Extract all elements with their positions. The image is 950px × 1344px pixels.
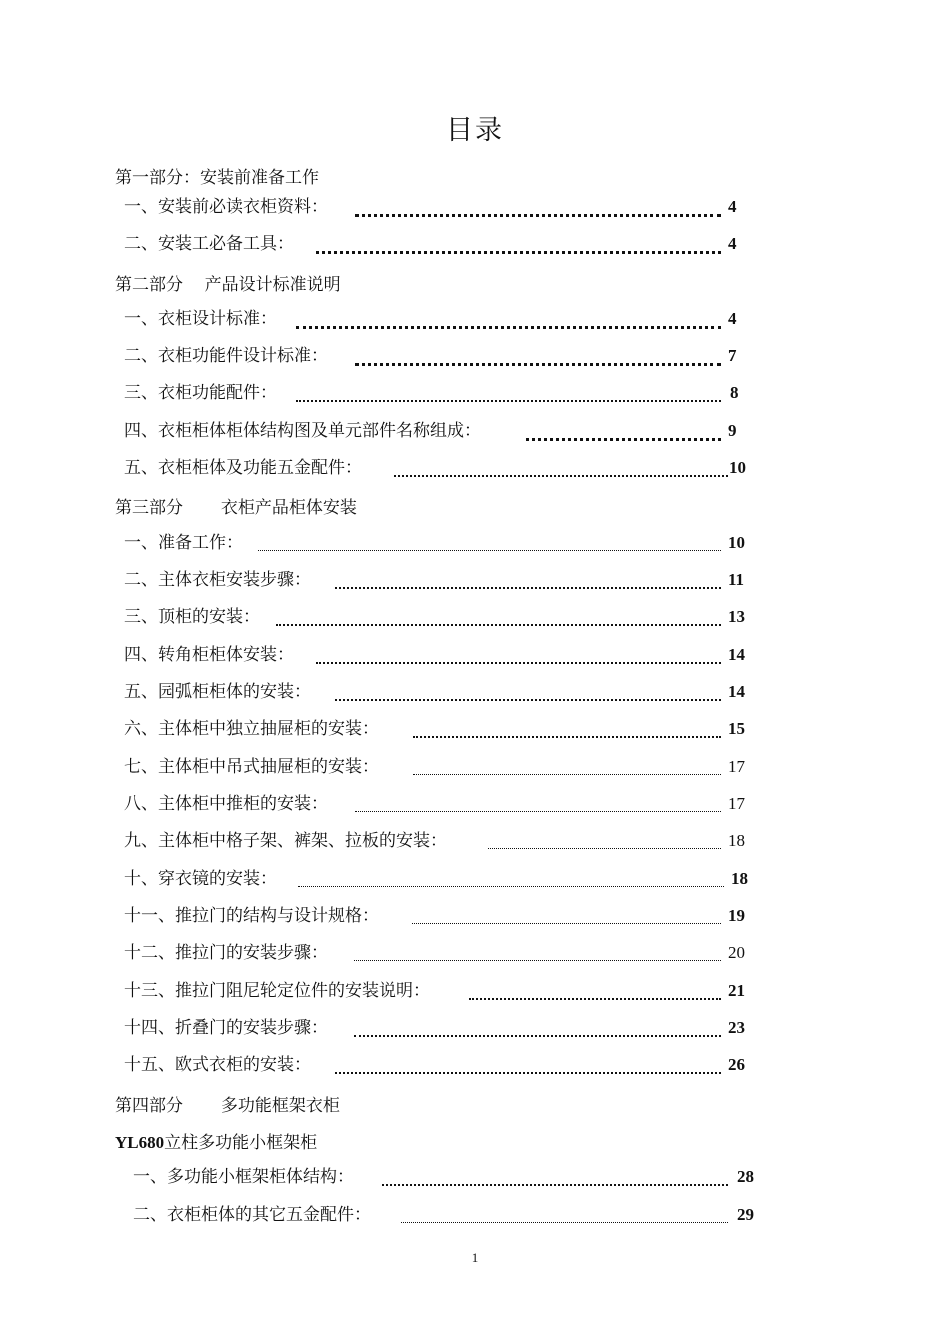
toc-page-number: 4 [728,309,737,328]
toc-entry-label: 三、顶柜的安装： [124,607,260,627]
toc-page-number: 28 [737,1167,754,1186]
toc-entry-label: 十四、折叠门的安装步骤： [124,1018,328,1038]
toc-entry-label: 四、衣柜柜体柜体结构图及单元部件名称组成： [124,421,481,441]
toc-page-number: 15 [728,719,745,738]
toc-entry-label: 九、主体柜中格子架、裤架、拉板的安装： [124,831,447,851]
model-code: YL680 [115,1133,165,1152]
toc-page-number: 29 [737,1205,754,1224]
toc-entry-label: 二、衣柜柜体的其它五金配件： [133,1205,371,1225]
toc-entry-label: 八、主体柜中推柜的安装： [124,794,328,814]
toc-entry-label: 四、转角柜柜体安装： [124,645,294,665]
toc-entry-label: 十二、推拉门的安装步骤： [124,943,328,963]
toc-page-number: 17 [728,757,745,776]
toc-page-number: 26 [728,1055,745,1074]
section-heading-4: 第四部分 多功能框架衣柜 [115,1096,340,1116]
toc-dot-leader [316,662,721,664]
toc-dot-leader [354,1035,721,1037]
toc-page-number: 11 [728,570,745,589]
toc-dot-leader [413,736,721,738]
toc-entry-label: 五、园弧柜柜体的安装： [124,682,311,702]
toc-dot-leader [401,1222,728,1223]
toc-dot-leader [413,774,721,775]
toc-entry-label: 一、准备工作： [124,533,243,553]
toc-entry-label: 七、主体柜中吊式抽屉柜的安装： [124,757,379,777]
toc-entry-label: 二、主体衣柜安装步骤： [124,570,311,590]
toc-dot-leader [394,475,728,477]
toc-dot-leader [316,251,721,254]
toc-dot-leader [355,811,721,812]
toc-page-number: 21 [728,981,745,1000]
toc-entry-label: 二、衣柜功能件设计标准： [124,346,328,366]
toc-entry-label: 六、主体柜中独立抽屉柜的安装： [124,719,379,739]
toc-entry-label: 十五、欧式衣柜的安装： [124,1055,311,1075]
toc-dot-leader [526,438,721,441]
toc-dot-leader [355,214,721,217]
section-heading-5 [115,1128,317,1153]
toc-dot-leader [258,550,721,551]
toc-dot-leader [335,699,721,701]
toc-page-number: 4 [728,234,737,253]
toc-page-number: 14 [728,682,745,701]
section-heading-1: 第一部分：安装前准备工作 [115,168,319,188]
toc-page-number: 18 [731,869,748,888]
toc-dot-leader [335,1072,721,1074]
toc-title: 目录 [446,115,504,146]
toc-page-number: 4 [728,197,737,216]
toc-page-number: 9 [728,421,737,440]
section-heading-3: 第三部分 衣柜产品柜体安装 [115,498,357,518]
toc-dot-leader [488,848,721,849]
toc-page-number: 18 [728,831,745,850]
toc-page-number: 17 [728,794,745,813]
toc-dot-leader [296,326,721,329]
toc-dot-leader [412,923,721,924]
section-heading-2: 第二部分 产品设计标准说明 [115,275,341,295]
toc-dot-leader [298,886,724,887]
toc-page-number: 8 [730,383,739,402]
toc-page-number: 14 [728,645,745,664]
toc-entry-label: 一、多功能小框架柜体结构： [133,1167,354,1187]
toc-page-number: 23 [728,1018,745,1037]
toc-entry-label: 一、衣柜设计标准： [124,309,277,329]
toc-page-number: 20 [728,943,745,962]
toc-dot-leader [276,624,721,626]
toc-entry-label: 十三、推拉门阻尼轮定位件的安装说明： [124,981,430,1001]
page-number-footer: 1 [471,1250,479,1265]
toc-dot-leader [469,998,721,1000]
toc-dot-leader [382,1184,728,1186]
toc-entry-label: 一、安装前必读衣柜资料： [124,197,328,217]
toc-dot-leader [355,363,721,366]
toc-page-number: 19 [728,906,745,925]
toc-entry-label: 十一、推拉门的结构与设计规格： [124,906,379,926]
toc-page-number: 10 [729,458,746,477]
toc-dot-leader [354,960,721,961]
toc-dot-leader [335,587,721,589]
toc-entry-label: 五、衣柜柜体及功能五金配件： [124,458,362,478]
section-heading-5-text: 立柱多功能小框架柜 [164,1133,318,1153]
toc-entry-label: 十、穿衣镜的安装： [124,869,277,889]
toc-page-number: 10 [728,533,745,552]
toc-page-number: 7 [728,346,737,365]
toc-page-number: 13 [728,607,745,626]
toc-entry-label: 三、衣柜功能配件： [124,383,277,403]
toc-entry-label: 二、安装工必备工具： [124,234,294,254]
toc-dot-leader [296,400,721,402]
